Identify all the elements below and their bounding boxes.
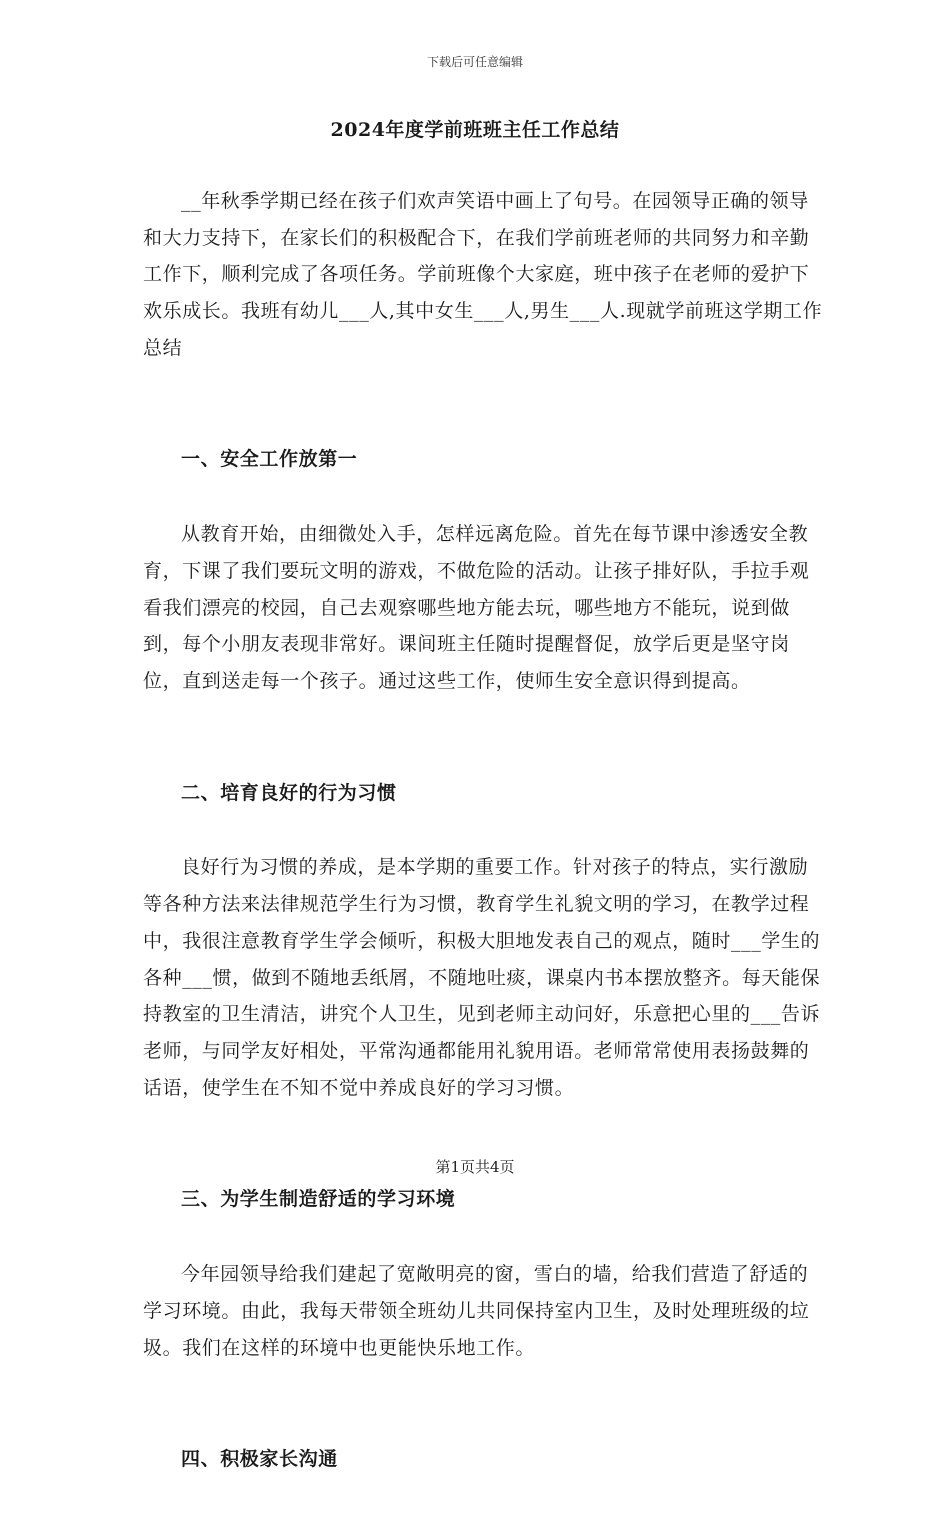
document-body xyxy=(143,146,823,1515)
section-heading-2: 二、培育良好的行为习惯 xyxy=(181,781,397,804)
intro-paragraph: __年秋季学期已经在孩子们欢声笑语中画上了句号。在园领导正确的领导和大力支持下，在家长们的积极配合下，在我们学前班老师的共同努力和辛勤工作下，顺利完成了各项任务。学前班像个大家庭，班中孩子在老师的爱护下欢乐成长。我班有幼儿___人,其中女生___人,男生___人.现就学前班这学期工作总结 xyxy=(143,189,823,359)
header-note: 下载后可任意编辑 xyxy=(426,55,523,69)
section-heading-1: 一、安全工作放第一 xyxy=(181,448,358,471)
section-paragraph-1: 从教育开始，由细微处入手，怎样远离危险。首先在每节课中渗透安全教育，下课了我们要玩文明的游戏，不做危险的活动。让孩子排好队，手拉手观看我们漂亮的校园，自己去观察哪些地方能去玩，哪些地方不能玩，说到做到，每个小朋友表现非常好。课间班主任随时提醒督促，放学后更是坚守岗位，直到送走每一个孩子。通过这些工作，使师生安全意识得到提高。 xyxy=(143,522,810,693)
section-heading-3: 三、为学生制造舒适的学习环境 xyxy=(181,1188,456,1211)
section-paragraph-2: 良好行为习惯的养成，是本学期的重要工作。针对孩子的特点，实行激励等各种方法来法律规范学生行为习惯，教育学生礼貌文明的学习，在教学过程中，我很注意教育学生学会倾听，积极大胆地发表自己的观点，随时___学生的各种___惯，做到不随地丢纸屑，不随地吐痰，课桌内书本摆放整齐。每天能保持教室的卫生清洁，讲究个人卫生，见到老师主动问好，乐意把心里的___告诉老师，与同学友好相处，平常沟通都能用礼貌用语。老师常常使用表扬鼓舞的话语，使学生在不知不觉中养成良好的学习习惯。 xyxy=(143,856,821,1099)
section-paragraph-3: 今年园领导给我们建起了宽敞明亮的窗，雪白的墙，给我们营造了舒适的学习环境。由此，我每天带领全班幼儿共同保持室内卫生，及时处理班级的垃圾。我们在这样的环境中也更能快乐地工作。 xyxy=(143,1262,810,1359)
page-footer: 第1页共4页 xyxy=(435,1158,515,1176)
document-title: 2024年度学前班班主任工作总结 xyxy=(330,119,620,141)
section-heading-4: 四、积极家长沟通 xyxy=(181,1447,338,1470)
